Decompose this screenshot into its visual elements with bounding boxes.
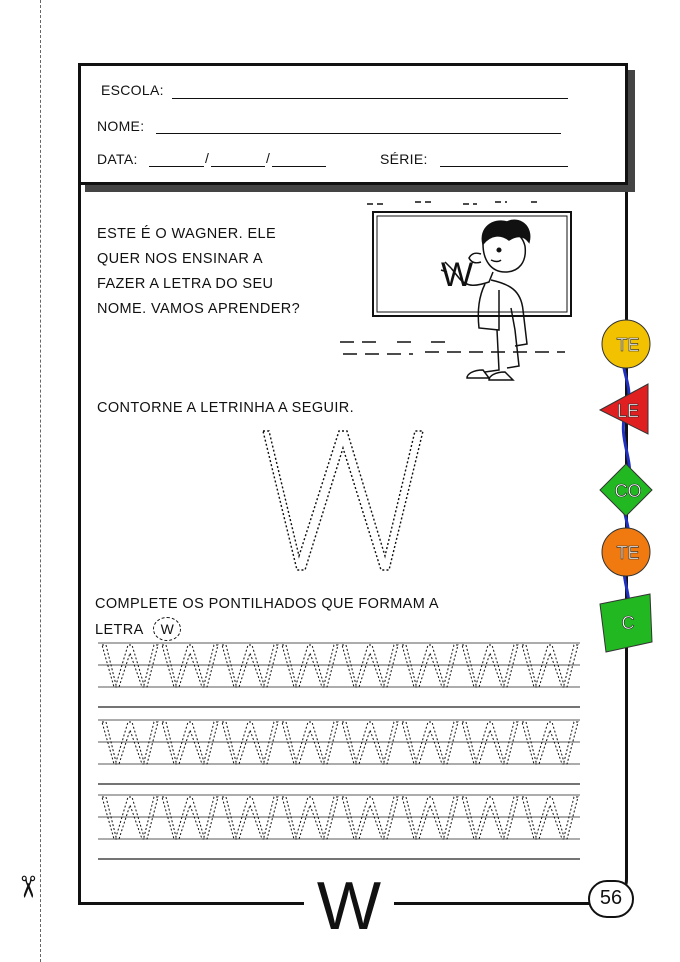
instruction-line: COMPLETE OS PONTILHADOS QUE FORMAM A bbox=[95, 596, 439, 612]
intro-line: FAZER A LETRA DO SEU bbox=[97, 276, 274, 292]
date-separator: / bbox=[266, 150, 271, 166]
date-month-field[interactable] bbox=[211, 166, 265, 167]
date-day-field[interactable] bbox=[149, 166, 204, 167]
dotted-w bbox=[342, 797, 398, 839]
dotted-w bbox=[462, 722, 518, 764]
boy-chalkboard-illustration bbox=[335, 192, 585, 397]
page-number: 56 bbox=[588, 880, 634, 918]
dotted-w bbox=[222, 645, 278, 687]
badge-label: CO bbox=[614, 481, 642, 501]
badge-label: C bbox=[621, 613, 635, 633]
instruction-word: LETRA bbox=[95, 622, 143, 638]
name-label: NOME: bbox=[97, 118, 145, 134]
dotted-w bbox=[462, 797, 518, 839]
dotted-w bbox=[522, 645, 578, 687]
footer-big-letter: W bbox=[304, 866, 394, 946]
dotted-w bbox=[282, 645, 338, 687]
date-year-field[interactable] bbox=[272, 166, 326, 167]
dotted-w bbox=[102, 645, 158, 687]
intro-line: ESTE É O WAGNER. ELE bbox=[97, 226, 277, 242]
school-label: ESCOLA: bbox=[101, 82, 164, 98]
dotted-w bbox=[162, 797, 218, 839]
grade-field[interactable] bbox=[440, 166, 568, 167]
badge-label: LE bbox=[616, 401, 640, 421]
dotted-w bbox=[342, 645, 398, 687]
scissors-icon: ✂ bbox=[10, 874, 44, 900]
practice-rows bbox=[96, 635, 582, 861]
dotted-w bbox=[402, 797, 458, 839]
intro-line: QUER NOS ENSINAR A bbox=[97, 251, 263, 267]
badge-label: TE bbox=[616, 543, 640, 563]
dotted-w bbox=[102, 722, 158, 764]
badge-chain bbox=[596, 312, 660, 657]
letter-bubble: W bbox=[153, 617, 181, 641]
date-label: DATA: bbox=[97, 151, 138, 167]
name-field[interactable] bbox=[156, 133, 561, 134]
grade-label: SÉRIE: bbox=[380, 151, 428, 167]
date-separator: / bbox=[205, 150, 210, 166]
dotted-w bbox=[222, 722, 278, 764]
dotted-w bbox=[402, 645, 458, 687]
dotted-w bbox=[522, 722, 578, 764]
dotted-w bbox=[282, 722, 338, 764]
intro-text bbox=[97, 222, 300, 322]
cut-line bbox=[40, 0, 41, 962]
dotted-w bbox=[402, 722, 458, 764]
intro-line: NOME. VAMOS APRENDER? bbox=[97, 301, 301, 317]
board-letter: W bbox=[441, 256, 474, 294]
dotted-w bbox=[282, 797, 338, 839]
trace-letter-w bbox=[255, 426, 430, 576]
badge-label: TE bbox=[616, 335, 640, 355]
instruction-trace: CONTORNE A LETRINHA A SEGUIR. bbox=[97, 400, 355, 416]
dotted-w bbox=[462, 645, 518, 687]
dotted-w bbox=[162, 645, 218, 687]
dotted-w bbox=[102, 797, 158, 839]
dotted-w bbox=[522, 797, 578, 839]
school-field[interactable] bbox=[172, 98, 568, 99]
dotted-w bbox=[222, 797, 278, 839]
dotted-w bbox=[342, 722, 398, 764]
dotted-w bbox=[162, 722, 218, 764]
